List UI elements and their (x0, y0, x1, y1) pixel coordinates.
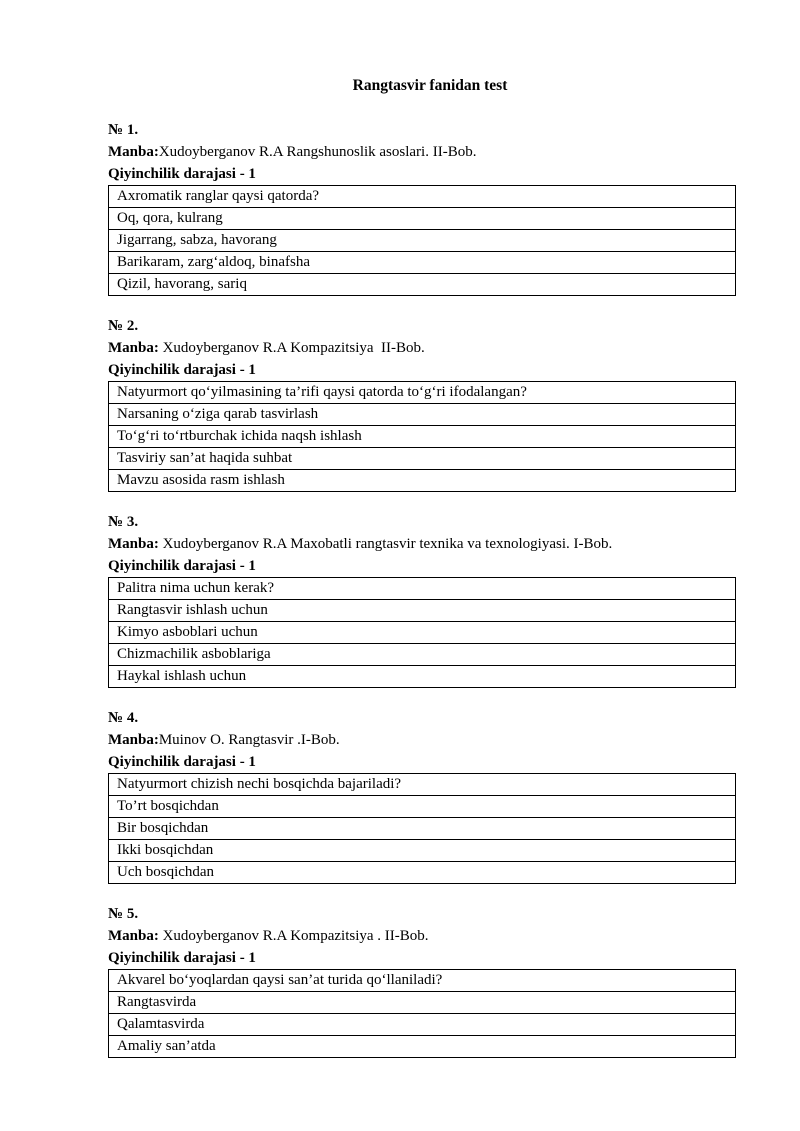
source-text: Muinov O. Rangtasvir .I-Bob. (158, 731, 340, 748)
question-number: № 5. (108, 905, 139, 922)
question-block-4 (108, 707, 736, 903)
answer-option: Qizil, havorang, sariq (109, 274, 736, 296)
document-title: Rangtasvir fanidan test (352, 77, 508, 94)
answer-option: Chizmachilik asboblariga (109, 644, 736, 666)
question-number: № 2. (108, 317, 139, 334)
difficulty-level: Qiyinchilik darajasi - 1 (108, 753, 256, 770)
question-number: № 3. (108, 513, 139, 530)
question-text: Akvarel bo‘yoqlardan qaysi san’at turida qo‘llaniladi? (109, 970, 736, 992)
source-label: Manba: (108, 927, 159, 944)
question-source (108, 729, 736, 751)
question-text: Natyurmort chizish nechi bosqichda bajariladi? (109, 774, 736, 796)
question-source (108, 337, 736, 359)
answer-option: Ikki bosqichdan (109, 840, 736, 862)
question-source (108, 925, 736, 947)
answer-option: Kimyo asboblari uchun (109, 622, 736, 644)
question-source (108, 533, 736, 555)
question-block-3 (108, 511, 736, 707)
question-table (108, 381, 736, 492)
difficulty-level: Qiyinchilik darajasi - 1 (108, 949, 256, 966)
question-number: № 4. (108, 709, 139, 726)
difficulty-level: Qiyinchilik darajasi - 1 (108, 165, 256, 182)
question-table (108, 185, 736, 296)
source-text: Xudoyberganov R.A Kompazitsiya II-Bob. (158, 339, 425, 356)
answer-option: To‘g‘ri to‘rtburchak ichida naqsh ishlash (109, 426, 736, 448)
answer-option: Haykal ishlash uchun (109, 666, 736, 688)
source-label: Manba: (108, 143, 159, 160)
answer-option: Qalamtasvirda (109, 1014, 736, 1036)
answer-option: To’rt bosqichdan (109, 796, 736, 818)
source-label: Manba: (108, 731, 159, 748)
question-block-2 (108, 315, 736, 511)
question-text: Axromatik ranglar qaysi qatorda? (109, 186, 736, 208)
answer-option: Amaliy san’atda (109, 1036, 736, 1058)
question-list (108, 119, 736, 1099)
source-label: Manba: (108, 535, 159, 552)
answer-option: Barikaram, zarg‘aldoq, binafsha (109, 252, 736, 274)
question-table (108, 969, 736, 1058)
question-source (108, 141, 736, 163)
question-text: Natyurmort qo‘yilmasining ta’rifi qaysi qatorda to‘g‘ri ifodalangan? (109, 382, 736, 404)
source-text: Xudoyberganov R.A Kompazitsiya . II-Bob. (158, 927, 429, 944)
source-label: Manba: (108, 339, 159, 356)
answer-option: Bir bosqichdan (109, 818, 736, 840)
question-number: № 1. (108, 121, 139, 138)
question-table (108, 577, 736, 688)
question-text: Palitra nima uchun kerak? (109, 578, 736, 600)
answer-option: Oq, qora, kulrang (109, 208, 736, 230)
question-table (108, 773, 736, 884)
answer-option: Jigarrang, sabza, havorang (109, 230, 736, 252)
question-block-5 (108, 903, 736, 1099)
answer-option: Rangtasvirda (109, 992, 736, 1014)
difficulty-level: Qiyinchilik darajasi - 1 (108, 557, 256, 574)
answer-option: Narsaning o‘ziga qarab tasvirlash (109, 404, 736, 426)
question-block-1 (108, 119, 736, 315)
answer-option: Mavzu asosida rasm ishlash (109, 470, 736, 492)
source-text: Xudoyberganov R.A Rangshunoslik asoslari. II-Bob. (158, 143, 477, 160)
difficulty-level: Qiyinchilik darajasi - 1 (108, 361, 256, 378)
answer-option: Tasviriy san’at haqida suhbat (109, 448, 736, 470)
source-text: Xudoyberganov R.A Maxobatli rangtasvir texnika va texnologiyasi. I-Bob. (158, 535, 613, 552)
answer-option: Rangtasvir ishlash uchun (109, 600, 736, 622)
answer-option: Uch bosqichdan (109, 862, 736, 884)
